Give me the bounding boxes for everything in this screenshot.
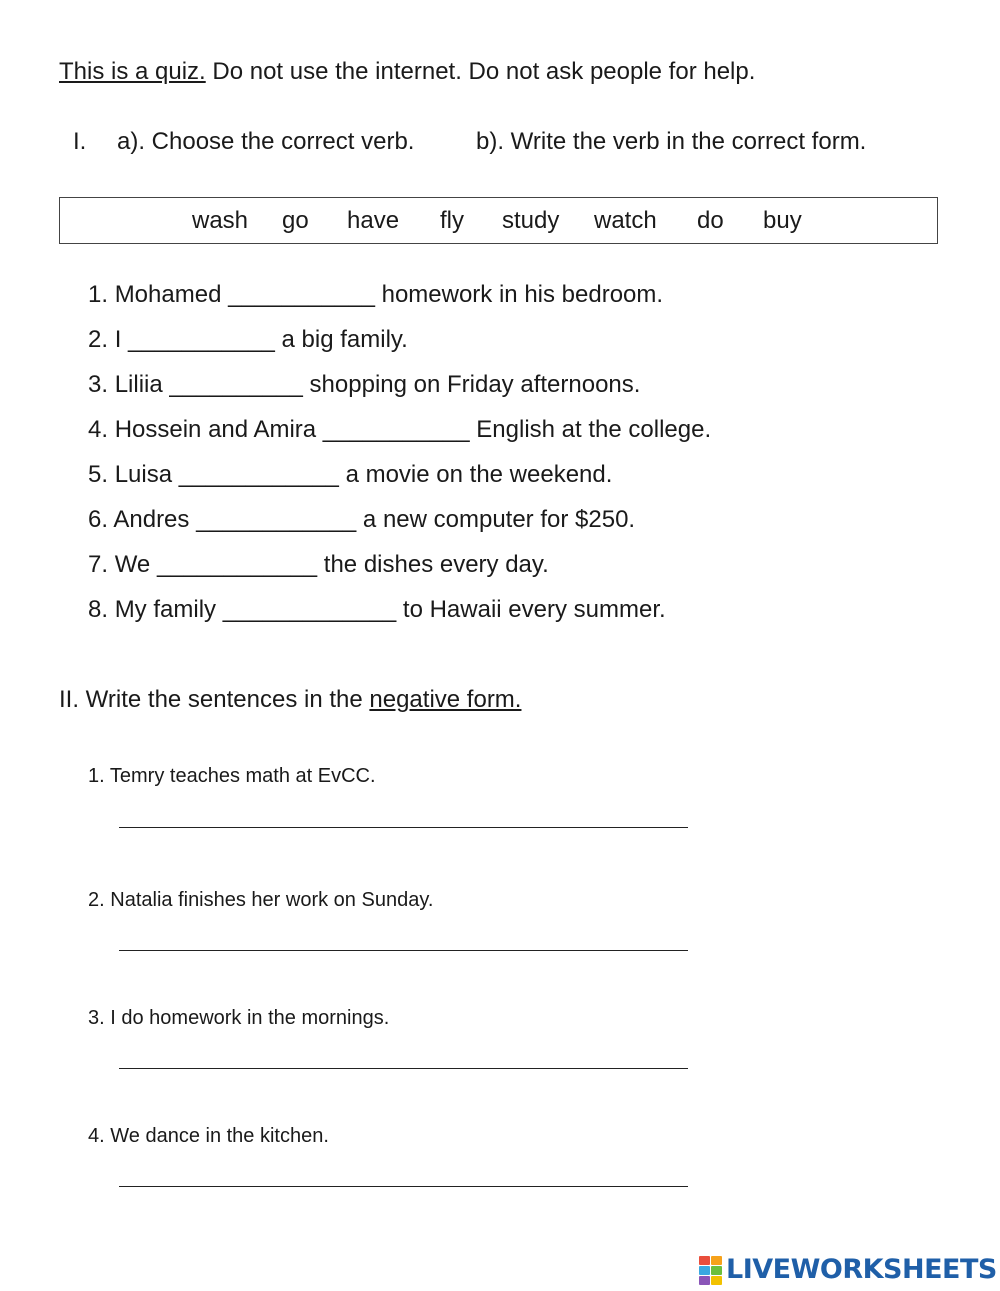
word-bank-item: watch [594, 207, 657, 234]
word-bank-box [59, 197, 938, 244]
answer-line[interactable] [119, 1068, 688, 1069]
item-number: 3. [88, 1007, 105, 1029]
section1-item [88, 326, 408, 354]
logo-block [699, 1256, 710, 1265]
word-bank-item: buy [763, 207, 802, 234]
liveworksheets-logo [699, 1255, 997, 1285]
answer-blank[interactable]: ___________ [322, 416, 470, 443]
item-subject: I [114, 326, 122, 353]
section2-instruction: II. Write the sentences in the [59, 686, 363, 713]
item-subject: We [114, 551, 151, 578]
section1-item [88, 416, 711, 444]
answer-blank[interactable]: __________ [169, 371, 303, 398]
section1-part-b: b). Write the verb in the correct form. [476, 128, 867, 155]
item-number: 5. [88, 461, 109, 488]
item-subject: Liliia [114, 371, 163, 398]
item-rest: homework in his bedroom. [381, 281, 664, 308]
section2-item [88, 1125, 329, 1148]
item-rest: English at the college. [476, 416, 712, 443]
logo-block [699, 1266, 710, 1275]
section2-item [88, 1007, 389, 1030]
answer-blank[interactable]: ____________ [178, 461, 339, 488]
item-number: 6. [88, 506, 109, 533]
item-number: 2. [88, 326, 109, 353]
item-subject: Hossein and Amira [114, 416, 317, 443]
item-number: 7. [88, 551, 109, 578]
item-rest: a movie on the weekend. [345, 461, 613, 488]
item-number: 8. [88, 596, 109, 623]
section2-emphasis: negative form. [369, 686, 522, 713]
word-bank-item: go [282, 207, 309, 234]
item-rest: a big family. [281, 326, 408, 353]
word-bank-item: study [502, 207, 560, 234]
item-sentence: We dance in the kitchen. [110, 1125, 329, 1147]
item-number: 3. [88, 371, 109, 398]
section2-item [88, 889, 433, 912]
item-sentence: I do homework in the mornings. [110, 1007, 390, 1029]
item-number: 1. [88, 281, 109, 308]
section1-item [88, 596, 666, 624]
item-subject: Andres [113, 506, 190, 533]
item-rest: shopping on Friday afternoons. [309, 371, 641, 398]
answer-blank[interactable]: ___________ [128, 326, 275, 353]
answer-blank[interactable]: ____________ [156, 551, 318, 578]
item-rest: a new computer for $250. [362, 506, 636, 533]
section1-item [88, 506, 635, 534]
logo-block [711, 1256, 722, 1265]
item-number: 4. [88, 1125, 105, 1147]
answer-blank[interactable]: ____________ [196, 506, 357, 533]
section2-heading [59, 686, 521, 714]
logo-block [711, 1266, 722, 1275]
item-subject: My family [114, 596, 217, 623]
logo-blocks-icon [699, 1256, 722, 1285]
section1-item [88, 281, 663, 309]
item-number: 2. [88, 889, 105, 911]
section1-item [88, 551, 549, 579]
answer-blank[interactable]: ___________ [228, 281, 375, 308]
answer-line[interactable] [119, 950, 688, 951]
answer-line[interactable] [119, 827, 688, 828]
answer-blank[interactable]: _____________ [222, 596, 397, 623]
word-bank-item: do [697, 207, 724, 234]
word-bank-item: have [347, 207, 400, 234]
logo-block [699, 1276, 710, 1285]
item-subject: Luisa [114, 461, 173, 488]
quiz-rules: Do not use the internet. Do not ask people for help. [212, 58, 756, 85]
section2-item [88, 765, 376, 788]
logo-text: LIVEWORKSHEETS [726, 1254, 997, 1285]
section1-numeral: I. [73, 128, 87, 155]
item-rest: the dishes every day. [323, 551, 549, 578]
item-subject: Mohamed [114, 281, 222, 308]
item-sentence: Temry teaches math at EvCC. [109, 765, 376, 787]
item-number: 4. [88, 416, 109, 443]
answer-line[interactable] [119, 1186, 688, 1187]
section1-item [88, 371, 640, 399]
word-bank-item: wash [192, 207, 249, 234]
section1-part-a: a). Choose the correct verb. [117, 128, 415, 155]
quiz-instructions [59, 58, 755, 86]
item-rest: to Hawaii every summer. [402, 596, 666, 623]
word-bank-item: fly [440, 207, 464, 234]
logo-block [711, 1276, 722, 1285]
quiz-notice: This is a quiz. [59, 58, 206, 85]
item-sentence: Natalia finishes her work on Sunday. [110, 889, 434, 911]
section1-item [88, 461, 612, 489]
item-number: 1. [88, 765, 105, 787]
